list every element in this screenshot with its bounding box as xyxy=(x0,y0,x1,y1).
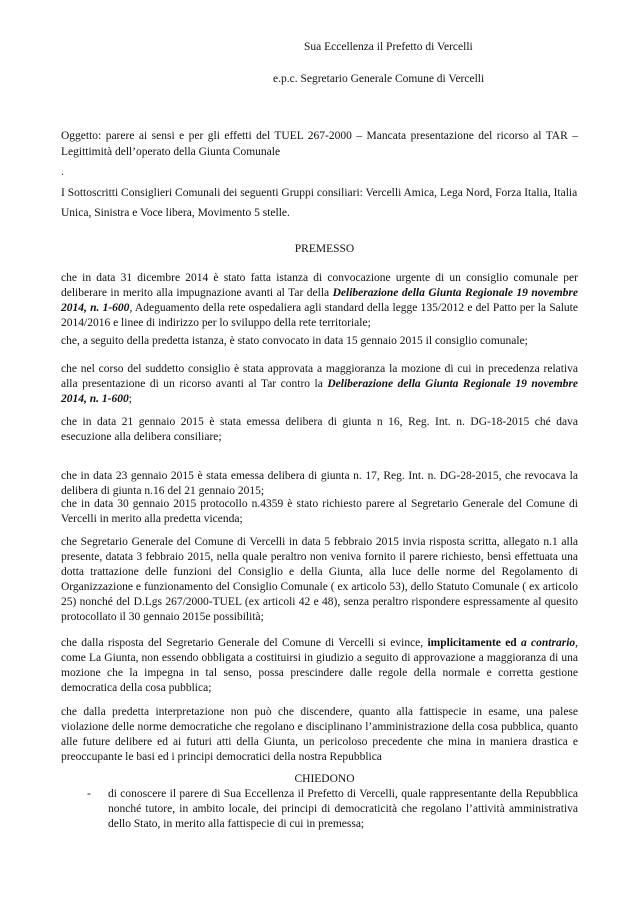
premesso-paragraph-2: che, a seguito della predetta istanza, è stato convocato in data 15 gennaio 2015 il consiglio comunale; xyxy=(61,335,528,347)
premesso-paragraph-5: che in data 23 gennaio 2015 è stata emessa delibera di giunta n. 17, Reg. Int. n. DG-28-2015, che revocava la delibera di giunta n.16 del 21 gennaio 2015; xyxy=(61,470,578,497)
p8-italic-phrase: a contrario xyxy=(521,637,576,649)
premesso-paragraph-6: che in data 30 gennaio 2015 protocollo n.4359 è stato richiesto parere al Segretario Generale del Comune di Vercelli in merito alla predetta vicenda; xyxy=(61,498,578,525)
list-bullet: - xyxy=(87,788,91,800)
p3-deliberation-ref: Deliberazione della Giunta Regionale 19 novembre 2014, n. 1-600 xyxy=(61,378,579,405)
premesso-paragraph-9: che dalla predetta interpretazione non può che discendere, quanto alla fattispecie in esame, una palese violazione delle norme democratiche che regolano e disciplinano l’amministrazione della cosa pubblica, quanto alle future delibere ed ai futuri atti della Giunta, un pericoloso precedente che mina in maniera drastica e preoccupante le basi ed i principi democratici della nostra Repubblica xyxy=(61,706,578,763)
premesso-paragraph-8 xyxy=(61,636,578,696)
p8-text-a: che dalla risposta del Segretario Generale del Comune di Vercelli si evince, xyxy=(61,637,428,649)
request-text: di conoscere il parere di Sua Eccellenza il Prefetto di Vercelli, quale rappresentante della Repubblica nonché tutore, in ambito locale, dei principi di democraticità che regolano l’attività amministrativa dello Stato, in merito alla fattispecie di cui in premessa; xyxy=(108,788,578,830)
chiedono-heading: CHIEDONO xyxy=(294,773,355,785)
p8-bold-phrase: implicitamente ed xyxy=(427,637,521,649)
premesso-paragraph-7: che Segretario Generale del Comune di Vercelli in data 5 febbraio 2015 invia risposta scritta, allegato n.1 alla presente, datata 3 febbraio 2015, nella quale peraltro non veniva fornito il parere richiesto, bensì effettuata una dotta trattazione delle funzioni del Consiglio e della Giunta, alla luce delle norme del Regolamento di Organizzazione e funzionamento del Consiglio Comunale ( ex articolo 53), dello Statuto Comunale ( ex articolo 25) nonché del D.Lgs 267/2000-TUEL (ex articoli 42 e 48), senza peraltro rispondere espressamente al quesito protocollato il 30 gennaio 2015e possibilità; xyxy=(61,536,578,623)
request-list-item xyxy=(87,787,578,832)
p1-text-b: , Adeguamento della rete ospedaliera agli standard della legge 135/2012 e del Patto per la Salute 2014/2016 e linee di indirizzo per lo sviluppo della rete territoriale; xyxy=(61,302,578,329)
premesso-paragraph-3 xyxy=(61,362,578,407)
p3-text-b: ; xyxy=(128,393,132,405)
separator-dot: . xyxy=(61,166,64,178)
p8-text-b: , come La Giunta, non essendo obbligata a costituirsi in giudizio a seguito di approvazione a maggioranza di una mozione che la impegna in tal senso, possa prescindere dalle regole della normale e corretta gestione democratica della cosa pubblica; xyxy=(61,637,579,694)
p1-text-a: che in data 31 dicembre 2014 è stato fatta istanza di convocazione urgente di un consiglio comunale per deliberare in merito alla impugnazione avanti al Tar della xyxy=(61,272,578,299)
premesso-paragraph-1 xyxy=(61,271,578,331)
recipient-cc-secretary: e.p.c. Segretario Generale Comune di Vercelli xyxy=(273,73,485,85)
p3-text-a: che nel corso del suddetto consiglio è stata approvata a maggioranza la mozione di cui in precedenza relativa alla presentazione di un ricorso avanti al Tar contro la xyxy=(61,363,578,390)
subject-line: Oggetto: parere ai sensi e per gli effetti del TUEL 267-2000 – Mancata presentazione del ricorso al TAR – Legittimità dell’operato della Giunta Comunale xyxy=(61,130,578,158)
p1-deliberation-ref: Deliberazione della Giunta Regionale 19 novembre 2014, n. 1-600 xyxy=(61,287,579,314)
premesso-paragraph-4: che in data 21 gennaio 2015 è stata emessa delibera di giunta n 16, Reg. Int. n. DG-18-2015 ché dava esecuzione alla delibera consiliare; xyxy=(61,416,578,443)
signers-paragraph: I Sottoscritti Consiglieri Comunali dei seguenti Gruppi consiliari: Vercelli Amica, Lega Nord, Forza Italia, Italia Unica, Sinistra e Voce libera, Movimento 5 stelle. xyxy=(61,187,578,219)
premesso-heading: PREMESSO xyxy=(294,243,355,255)
recipient-prefect: Sua Eccellenza il Prefetto di Vercelli xyxy=(304,41,473,53)
